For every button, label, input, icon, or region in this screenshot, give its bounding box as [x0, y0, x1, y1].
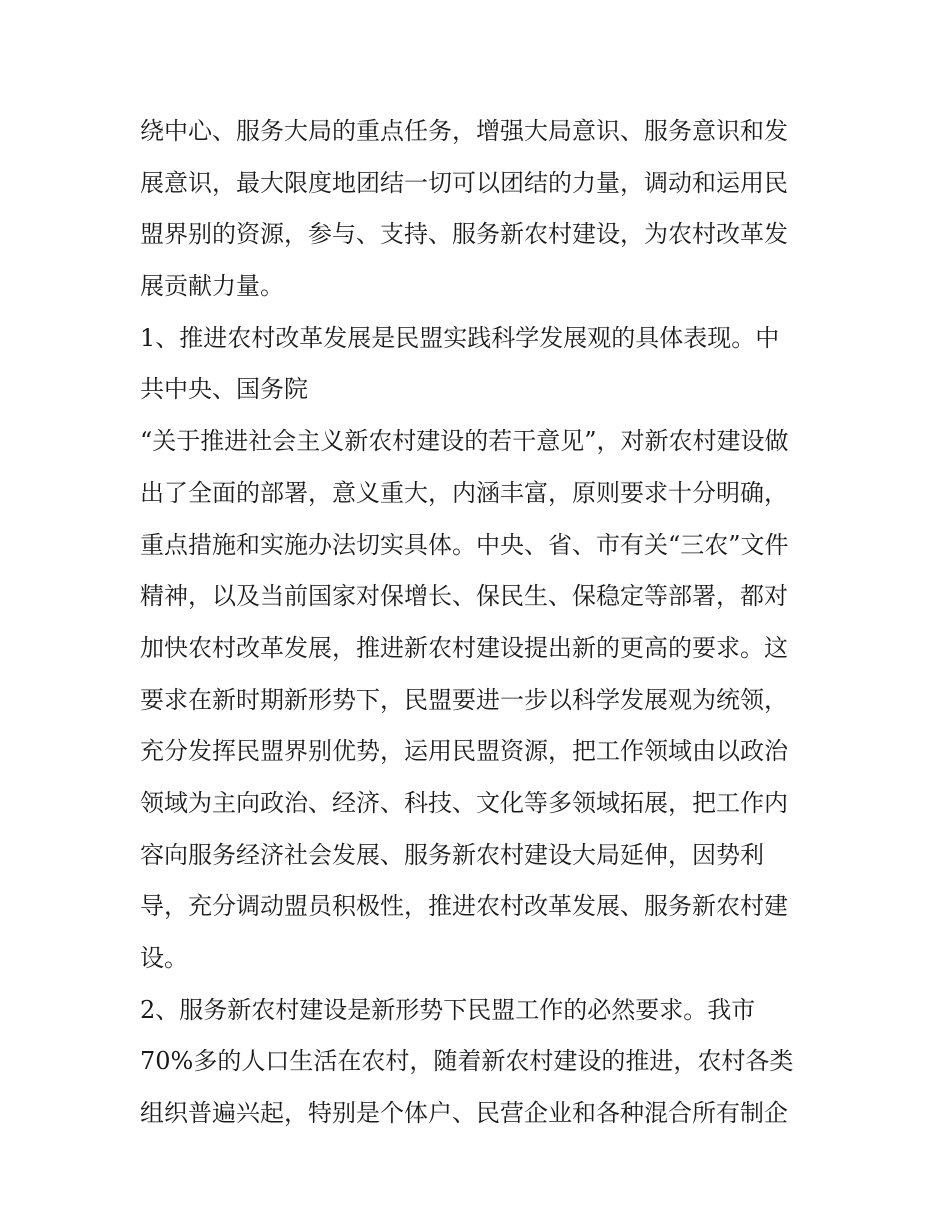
- text-line: 充分发挥民盟界别优势，运用民盟资源，把工作领域由以政治: [140, 737, 788, 766]
- text-line: 盟界别的资源，参与、支持、服务新农村建设，为农村改革发: [140, 220, 788, 249]
- text-line: 绕中心、服务大局的重点任务，增强大局意识、服务意识和发: [140, 117, 788, 145]
- text-line: 容向服务经济社会发展、服务新农村建设大局延伸，因势利: [140, 840, 764, 869]
- text-line: 领域为主向政治、经济、科技、文化等多领域拓展，把工作内: [140, 788, 788, 817]
- text-line: 重点措施和实施办法切实具体。中央、省、市有关“三农”文件: [140, 530, 789, 559]
- text-line: 展意识，最大限度地团结一切可以团结的力量，调动和运用民: [140, 168, 788, 197]
- text-line: 要求在新时期新形势下，民盟要进一步以科学发展观为统领，: [140, 685, 788, 714]
- text-line: 组织普遍兴起，特别是个体户、民营企业和各种混合所有制企: [140, 1099, 788, 1128]
- text-line: 70%多的人口生活在农村，随着新农村建设的推进，农村各类: [140, 1047, 794, 1076]
- text-line: 加快农村改革发展，推进新农村建设提出新的更高的要求。这: [140, 633, 788, 662]
- text-line: 出了全面的部署，意义重大，内涵丰富，原则要求十分明确，: [140, 478, 788, 507]
- text-line: 精神，以及当前国家对保增长、保民生、保稳定等部署，都对: [140, 582, 788, 611]
- text-line: 导，充分调动盟员积极性，推进农村改革发展、服务新农村建: [140, 892, 788, 921]
- text-line: “关于推进社会主义新农村建设的若干意见”，对新农村建设做: [140, 427, 789, 456]
- text-line: 1、推进农村改革发展是民盟实践科学发展观的具体表现。中: [140, 323, 780, 352]
- text-line: 2、服务新农村建设是新形势下民盟工作的必然要求。我市: [140, 995, 756, 1024]
- text-line: 展贡献力量。: [140, 272, 284, 301]
- text-line: 共中央、国务院: [140, 375, 308, 404]
- text-line: 设。: [140, 944, 188, 972]
- body-text: [140, 106, 820, 1140]
